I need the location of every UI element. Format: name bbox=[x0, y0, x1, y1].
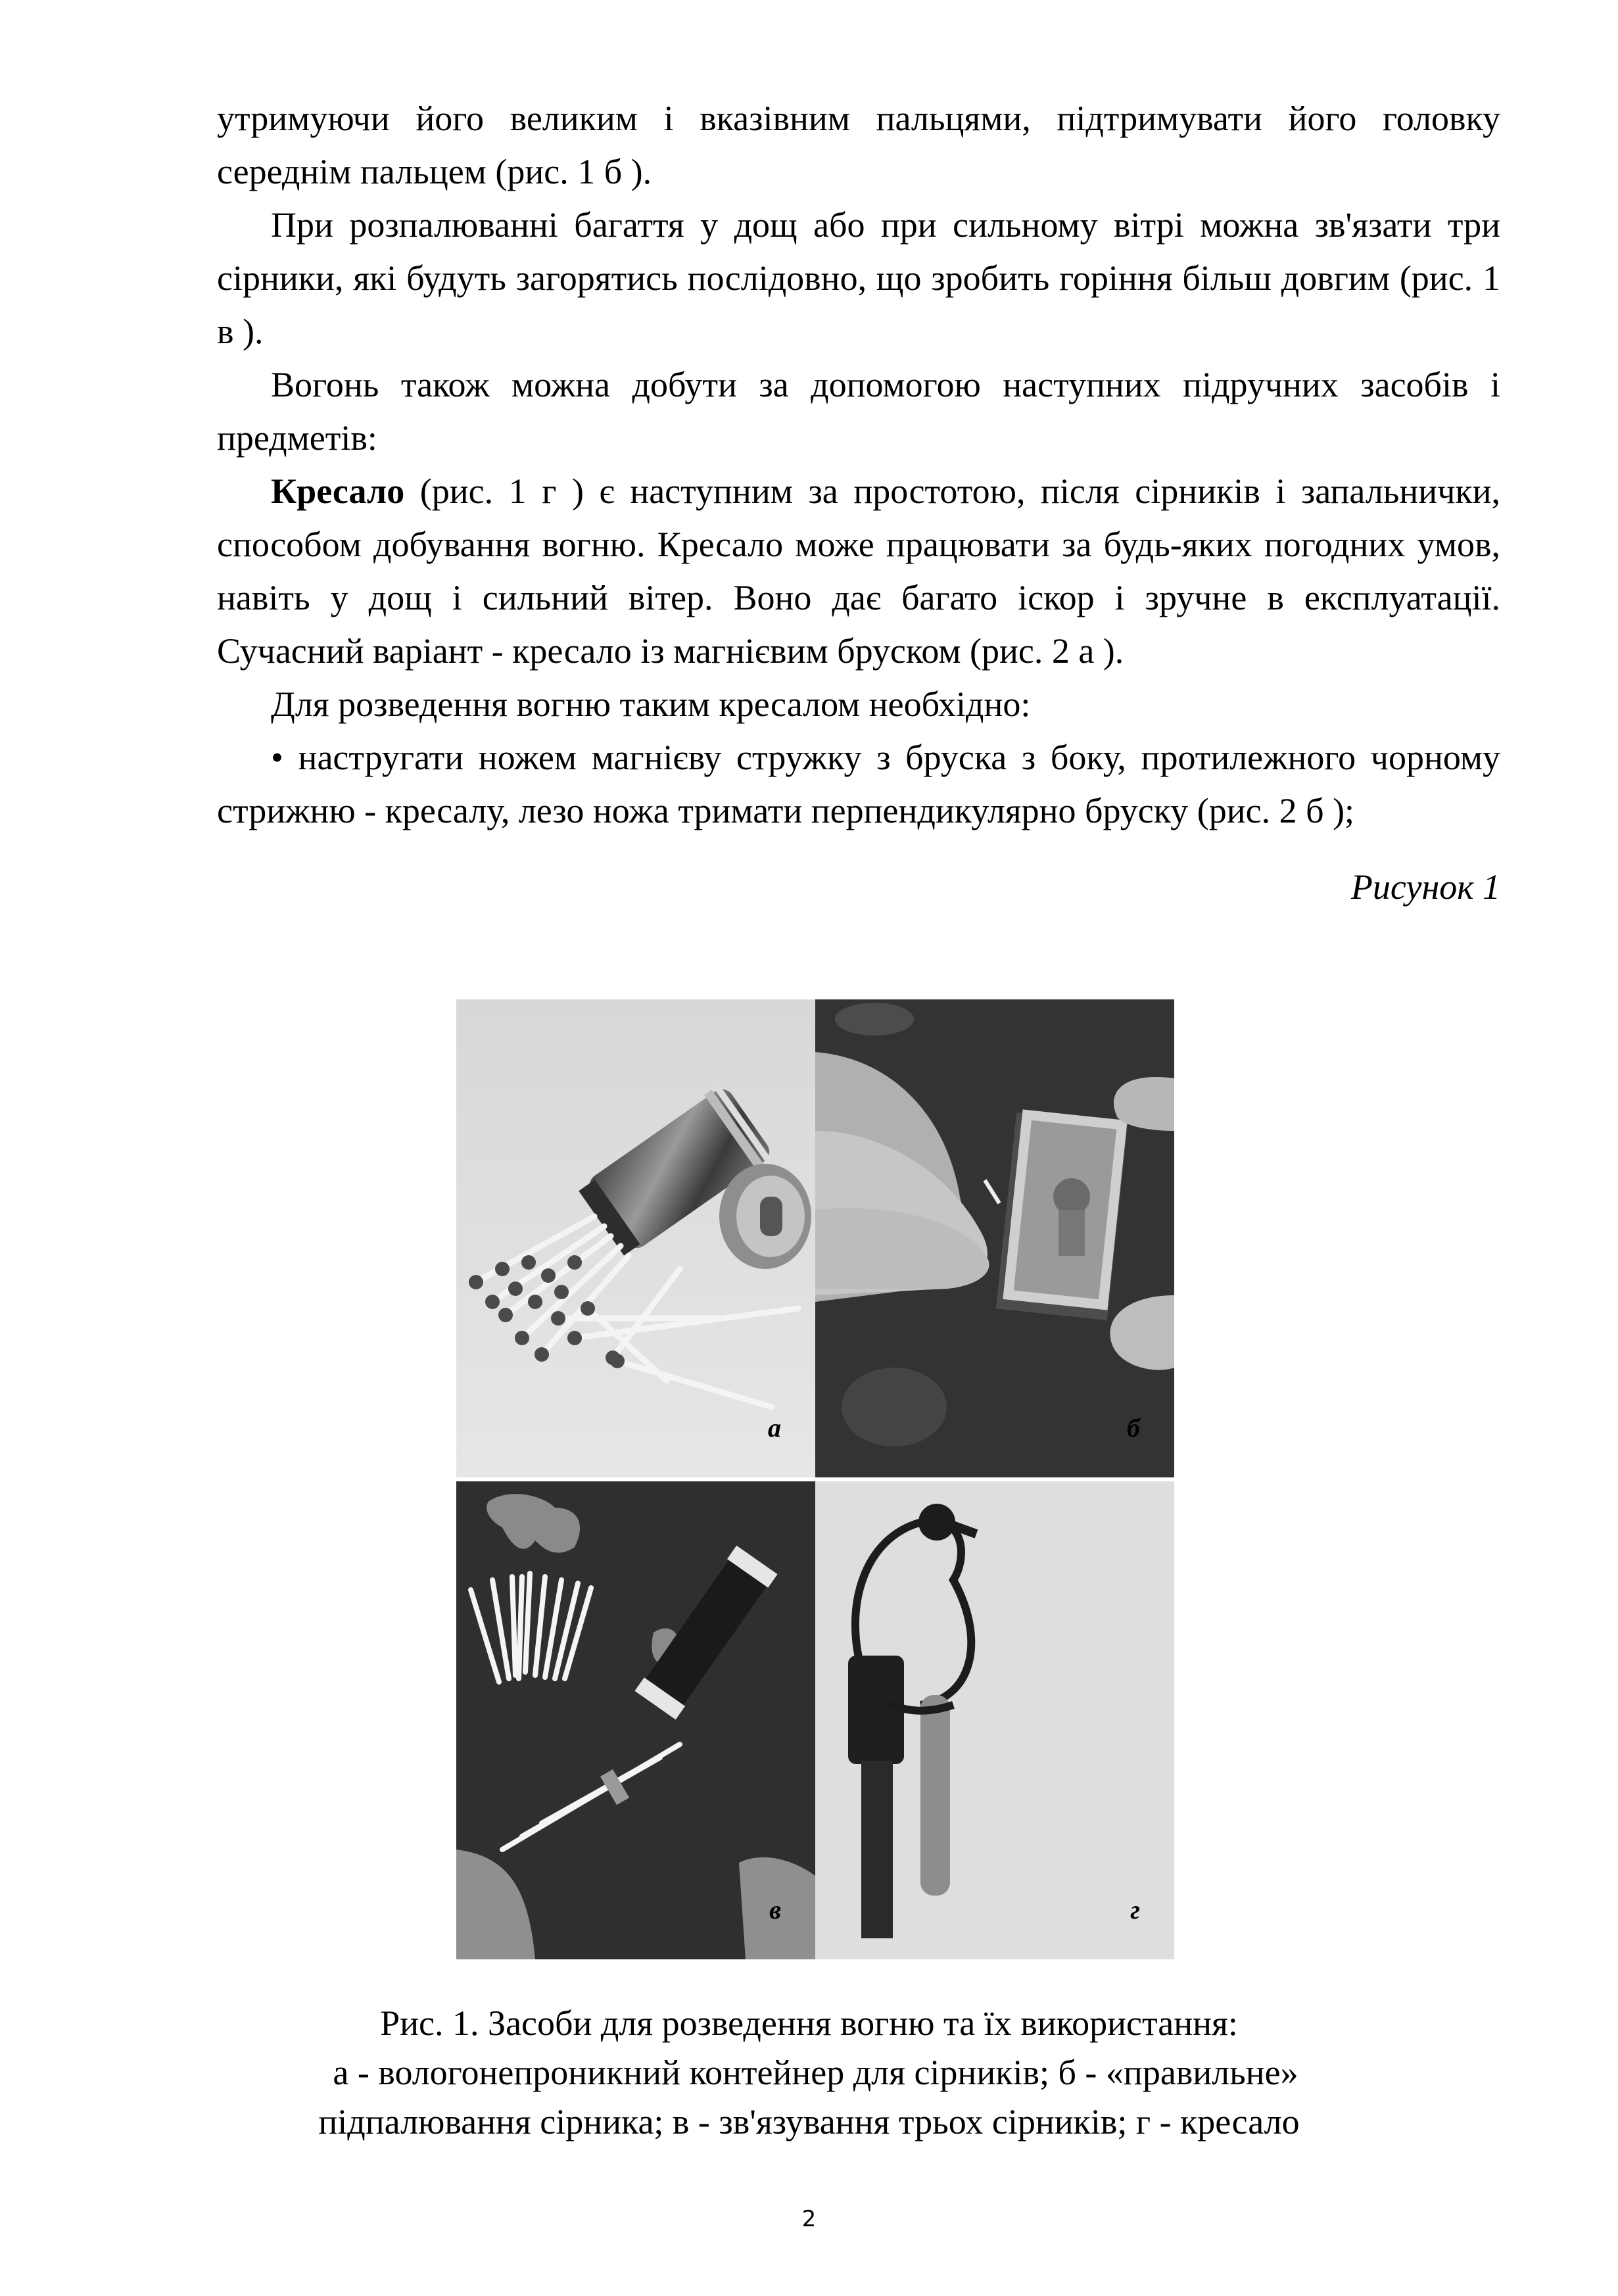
photo-panel-a bbox=[456, 999, 815, 1477]
body-text bbox=[217, 92, 1500, 838]
paragraph-bullet-shavings: • настругати ножем магнієву стружку з бруска з боку, протилежного чорному стрижню - кресалу, лезо ножа тримати перпендикулярно бруску (рис. 2 б ); bbox=[217, 738, 1500, 830]
figure-caption-line3: підпалювання сірника; в - зв'язування трьох сірників; г - кресало bbox=[318, 2102, 1300, 2141]
figure-caption-line2: а - вологонепроникний контейнер для сірників; б - «правильне» bbox=[333, 2053, 1298, 2092]
paragraph-continuation: утримуючи його великим і вказівним пальцями, підтримувати його головку середнім пальцем (рис. 1 б ). bbox=[217, 99, 1500, 191]
figure-caption-title: Рис. 1. Засоби для розведення вогню та їх використання: bbox=[380, 2003, 1238, 2043]
paragraph-kresalo bbox=[217, 465, 1500, 678]
figure-photo-grid bbox=[456, 999, 1174, 1959]
panel-letter-d: г bbox=[1130, 1895, 1140, 1925]
match-container-image bbox=[456, 999, 815, 1477]
photo-panel-b bbox=[815, 999, 1174, 1477]
matchbox-image bbox=[815, 999, 1174, 1477]
photo-panel-d bbox=[815, 1481, 1174, 1959]
panel-letter-a: а bbox=[768, 1413, 781, 1443]
paragraph-other-means: Вогонь також можна добути за допомогою наступних підручних засобів і предметів: bbox=[217, 365, 1500, 458]
figure-label: Рисунок 1 bbox=[1350, 867, 1500, 907]
page-number: 2 bbox=[801, 2206, 817, 2232]
panel-letter-b: б bbox=[1127, 1413, 1140, 1443]
photo-panel-c bbox=[456, 1481, 815, 1959]
term-kresalo: Кресало bbox=[271, 471, 405, 511]
paragraph-three-matches: При розпалюванні багаття у дощ або при сильному вітрі можна зв'язати три сірники, які будуть загорятись послідовно, що зробить горіння більш довгим (рис. 1 в ). bbox=[217, 205, 1500, 351]
paragraph-kresalo-text: (рис. 1 г ) є наступним за простотою, після сірників і запальнички, способом добування вогню. Кресало може працювати за будь-яких погодних умов, навіть у дощ і сильний вітер. Воно дає багато іскор і зручне в експлуатації. Сучасний варіант - кресало із магнієвим бруском (рис. 2 а ). bbox=[217, 471, 1500, 671]
fire-steel-image bbox=[815, 1481, 1174, 1959]
paragraph-instructions-intro: Для розведення вогню таким кресалом необхідно: bbox=[271, 684, 1031, 724]
tied-matches-image bbox=[456, 1481, 815, 1959]
panel-letter-c: в bbox=[769, 1895, 781, 1925]
